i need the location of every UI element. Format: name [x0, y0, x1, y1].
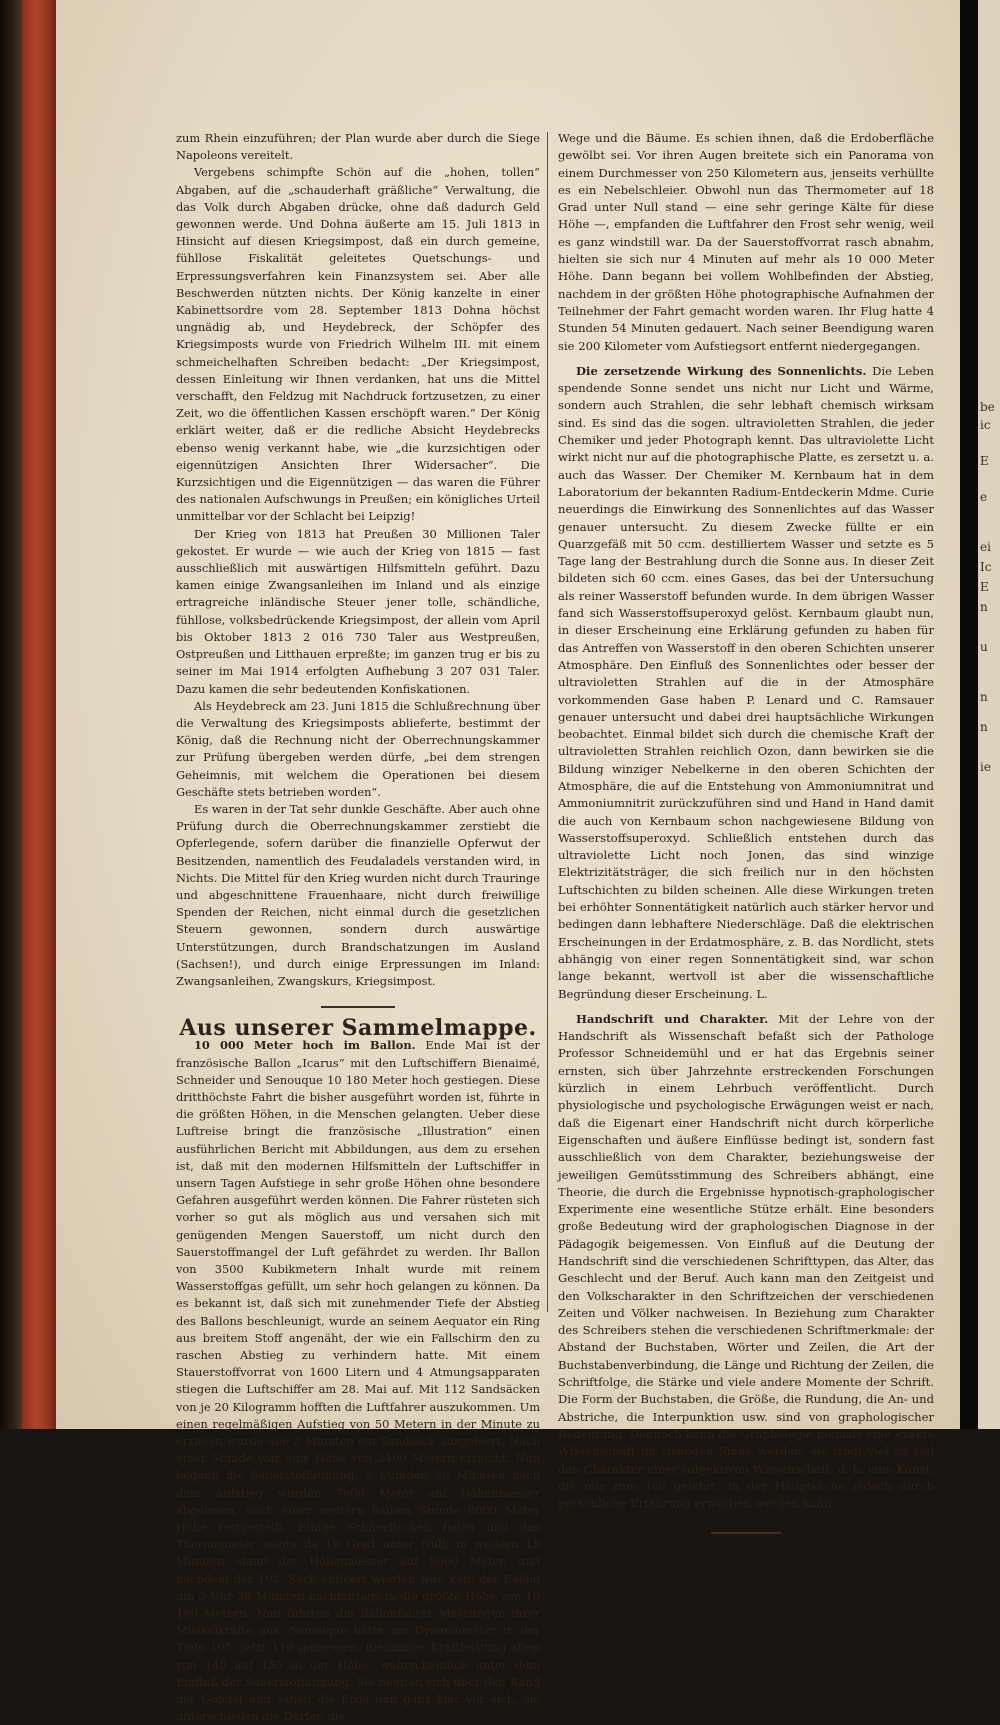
book-binding [22, 0, 56, 1429]
article-text: Ende Mai ist der französische Ballon „Icarus“ mit den Luftschiffern Bienaimé, Schneider und Senouque 10 180 Meter hoch gestiegen. Diese dritthöchste Fahrt die bisher ausgeführt worden ist, führte in die größten Höhen, in die Menschen gelangten. Ueber diese Luftreise bringt die französische „Illustration“ einen ausführlichen Bericht mit Abbildungen, aus dem zu ersehen ist, daß mit den modernen Hilfsmitteln der Luftschiffer in unsern Tagen Aufstiege in sehr große Höhen ohne besondere Gefahren ausgeführt werden können. Die Fahrer rüsteten sich vorher so gut als möglich aus und versahen sich mit genügenden Mengen Sauerstoff, um nicht durch den Sauerstoffmangel der Luft gefährdet zu werden. Ihr Ballon von 3500 Kubikmetern Inhalt wurde mit reinem Wasserstoffgas gefüllt, um sehr hoch gelangen zu können. Da es bekannt ist, daß sich mit zunehmender Tiefe der Abstieg des Ballons beschleunigt, wurde an seinem Aequator ein Ring aus breitem Stoff angenäht, der wie ein Fallschirm den zu raschen Abstieg zu verhindern hatte. Mit einem Stauerstoffvorrat von 1600 Litern und 4 Atmungsapparaten stiegen die Luftschiffer am 28. Mai auf. Mit 112 Sandsäcken von je 20 Kilogramm hofften die Luftfahrer auszukommen. Um einen regelmäßigen Aufstieg von 50 Metern in der Minute zu erzielen wurde alle 2 Minuten ein Sandsack ausgeleert. Nach einer Stunde war eine Höhe von 3400 Metern erreicht. Nun begann die Sauerstoffatmung, 2 Stunden 20 Minuten nach dem Aufstieg wurden 7000 Meter am Höhenmesser abgelesen, nach einer weitern halben Stunde 8000 Meter Höhe festgestellt. Einige Schneeflocken fielen und das Thermometer zeigte da 10 Grad unter Null; in weitern 15 Minuten stand der Höhenmesser auf 9000 Meter, und nachdem der 102. Sack entleert worden war, kam der Ballon um 3 Uhr 36 Minuten nachmittags in die größte Höhe von 10 180 Metern. Nun führten die Ballonfahrer Messungen ihrer Muskelkräfte aus. Senouque hatte am Dynamometer in der Tiefe 105, jetzt 110 gemessen. Bienaimés Kraftleistung stieg von 140 auf 155 in der Höhe, wahrscheinlich unter dem Einfluß der Sauerstoffatmung. Sie neigten sich über den Rand der Gondel und sahen die Erde nun ganz klar vor sich, sie unterschieden die Dörfer, die [176, 1038, 540, 1724]
right-column [558, 130, 934, 1534]
next-page-fragment: E [980, 454, 989, 468]
next-page-fragment: E [980, 580, 989, 594]
article-title: Die zersetzende Wirkung des Sonnenlichts. [576, 363, 867, 378]
paragraph: Es waren in der Tat sehr dunkle Geschäfte. Aber auch ohne Prüfung durch die Oberrechnungskammer zerstiebt die Opferlegende, sofern darüber die finanzielle Opferwut der Besitzenden, namentlich des Feudaladels verstanden wird, in Nichts. Die Mittel für den Krieg wurden nicht durch Trauringe und abgeschnittene Frauenhaare, nicht durch freiwillige Spenden der Reichen, nicht einmal durch die gesetzlichen Steuern gewonnen, sondern durch auswärtige Unterstützungen, durch Brandschatzungen im Ausland (Sachsen!), und durch einige Erpressungen im Inland: Zwangsanleihen, Zwangskurs, Kriegsimpost. [176, 801, 540, 988]
next-page-fragment: ei [980, 540, 991, 554]
article-licht [558, 363, 934, 1003]
article-title: 10 000 Meter hoch im Ballon. [194, 1038, 416, 1053]
section-heading: Aus unserer Sammelmappe. [179, 1015, 537, 1042]
paragraph: Vergebens schimpfte Schön auf die „hohen, tollen“ Abgaben, auf die „schauderhaft gräßliche“ Verwaltung, die das Volk durch Abgaben drücke, ohne daß dadurch Geld gewonnen werde. Und Dohna äußerte am 15. Juli 1813 in Hinsicht auf diesen Kriegsimpost, daß ein durch gemeine, fühllose Fiskalität geleitetes Quetschungs- und Erpressungsverfahren kein Finanzsystem sei. Aber alle Beschwerden nützten nichts. Der König kanzelte in einer Kabinettsordre vom 28. September 1813 Dohna höchst ungnädig ab, und Heydebreck, der Schöpfer des Kriegsimposts wurde von Friedrich Wilhelm III. mit einem schmeichelhaften Schreiben bedacht: „Der Kriegsimpost, dessen Einleitung wir Ihnen verdanken, hat uns die Mittel verschafft, den Feldzug mit Nachdruck fortzusetzen, zu einer Zeit, wo die öffentlichen Kassen erschöpft waren.“ Der König erklärt weiter, daß er die redliche Absicht Heydebrecks ebenso wenig verkannt habe, wie „die kurzsichtigen oder eigennützigen Ansichten Ihrer Widersacher“. Die Kurzsichtigen und die Eigennützigen — das waren die Führer des nationalen Aufschwungs in Preußen; ein königliches Urteil unmittelbar vor der Schlacht bei Leipzig! [176, 165, 540, 524]
next-page-fragment: ie [980, 760, 991, 774]
left-column [176, 130, 540, 1725]
article-text: Die Leben spendende Sonne sendet uns nicht nur Licht und Wärme, sondern auch Strahlen, die sehr lebhaft chemisch wirksam sind. Es sind das die sogen. ultravioletten Strahlen, die jeder Chemiker und jeder Photograph kennt. Das ultraviolette Licht wirkt nicht nur auf die photographische Platte, es zersetzt u. a. auch das Wasser. Der Chemiker M. Kernbaum hat in dem Laboratorium der bekannten Radium-Entdeckerin Mdme. Curie neuerdings die Einwirkung des Sonnenlichtes auf das Wasser genauer untersucht. Zu diesem Zwecke füllte er ein Quarzgefäß mit 50 ccm. destilliertem Wasser und setzte es 5 Tage lang der Bestrahlung durch die Sonne aus. In dieser Zeit bildeten sich 60 ccm. eines Gases, das bei der Untersuchung als reiner Wasserstoff befunden wurde. In dem übrigen Wasser fand sich Wasserstoffsuperoxyd gelöst. Kernbaum glaubt nun, in dieser Erscheinung eine Erklärung gefunden zu haben für das Antreffen von Wasserstoff in den oberen Schichten unserer Atmosphäre. Den Einfluß des Sonnenlichtes oder besser der ultravioletten Strahlen auf die in der Atmosphäre vorkommenden Gase haben P. Lenard und C. Ramsauer genauer untersucht und dabei drei hauptsächliche Wirkungen beobachtet. Einmal bildet sich durch die chemische Kraft der ultravioletten Strahlen reichlich Ozon, dann bewirken sie die Bildung winziger Nebelkerne in den oberen Schichten der Atmosphäre, die auf die Entstehung von Ammoniumnitrat und Ammoniumnitrit zurückzuführen sind und Hand in Hand damit die auch von Kernbaum schon nachgewiesene Bildung von Wasserstoffsuperoxyd. Schließlich entstehen durch das ultraviolette Licht noch Jonen, das sind winzige Elektrizitätsträger, die sich freilich nur in den höchsten Luftschichten zu bilden scheinen. Alle diese Wirkungen treten bei erhöhter Sonnentätigkeit natürlich auch stärker hervor und bedingen dann lebhaftere Niederschläge. Daß die elektrischen Erscheinungen in der Erdatmosphäre, z. B. das Nordlicht, stets abhängig von einer regen Sonnentätigkeit sind, war schon lange bekannt, wertvoll ist aber die wissenschaftliche Begründung dieser Erscheinung. L. [558, 363, 934, 1001]
paragraph: Der Krieg von 1813 hat Preußen 30 Millionen Taler gekostet. Er wurde — wie auch der Krieg von 1815 — fast ausschließlich mit auswärtigen Hilfsmitteln geführt. Dazu kamen einige Zwangsanleihen im Inland und als einzige ertragreiche inländische Steuer jener tolle, schändliche, fühllose, volksbedrückende Kriegsimpost, der allein vom April bis Oktober 1813 2 016 730 Taler aus Westpreußen, Ostpreußen und Litthauen erpreßte; im ganzen trug er bis zu seiner im Mai 1914 erfolgten Aufhebung 3 207 031 Taler. Dazu kamen die sehr bedeutenden Konfiskationen. [176, 526, 540, 696]
next-page-fragment: e [980, 490, 988, 504]
next-page-fragment: n [980, 720, 988, 734]
end-divider [711, 1532, 781, 1534]
article-handschrift [558, 1011, 934, 1513]
paragraph: Als Heydebreck am 23. Juni 1815 die Schlußrechnung über die Verwaltung des Kriegsimposts ablieferte, bestimmt der König, daß die Rechnung nicht der Oberrechnungskammer zur Prüfung übergeben werden dürfe, „bei dem strengen Geheimnis, mit welchem die Operationen bei diesem Geschäfte stets betrieben worden“. [176, 698, 540, 799]
article-title: Handschrift und Charakter. [576, 1011, 769, 1026]
article-text: Mit der Lehre von der Handschrift als Wissenschaft befaßt sich der Pathologe Professor Schneidemühl und er hat das Ergebnis seiner ernsten, sich über Jahrzehnte erstreckenden Forschungen kürzlich in einem Lehrbuch veröffentlicht. Durch physiologische und psychologische Erwägungen weist er nach, daß die Eigenart einer Handschrift nicht durch körperliche Eigenschaften und äußere Einflüsse bedingt ist, sondern fast ausschließlich von dem Charakter, beziehungsweise der jeweiligen Gemütsstimmung des Schreibers abhängt, eine Theorie, die durch die Ergebnisse hypnotisch-graphologischer Experimente eine wesentliche Stütze erhält. Eine besonders große Bedeutung wird der graphologischen Diagnose in der Pädagogik beigemessen. Von Einfluß auf die Deutung der Handschrift sind die verschiedenen Schrifttypen, das Alter, das Geschlecht und der Beruf. Auch kann man den Zeitgeist und den Volkscharakter in den Schriftzeichen der verschiedenen Zeiten und Völker nachweisen. In Beziehung zum Charakter des Schreibers stehen die verschiedenen Schriftmerkmale: der Abstand der Buchstaben, Wörter und Zeilen, die Art der Buchstabenverbindung, die Länge und Richtung der Zeilen, die Schriftfolge, die Stärke und viele andere Momente der Schrift. Die Form der Buchstaben, die Größe, die Rundung, die An- und Abstriche, die Interpunktion usw. sind von graphologischer Bedeutung. Dennoch kann die Graphologie niemals eine exakte Wissenschaft im strengen Sinne werden; sie trägt viel zu viel den Charakter einer subjektiven Wissenschaft, d. h. eine Kunst, die nur zum Teil gelehrt, in der Hauptsache jedoch durch persönliche Erfahrung erworben werden kann. [558, 1011, 935, 1511]
next-page-edge [978, 0, 1000, 1429]
article-ballon [176, 1037, 540, 1725]
next-page-fragment: n [980, 690, 988, 704]
next-page-fragment: be [980, 400, 995, 414]
next-page-fragment: ic [980, 418, 991, 432]
book-edge [0, 0, 22, 1429]
paragraph: zum Rhein einzuführen; der Plan wurde aber durch die Siege Napoleons vereitelt. [176, 131, 540, 163]
next-page-fragment: n [980, 600, 988, 614]
column-rule [547, 132, 548, 1312]
next-page-fragment: Ic [980, 560, 992, 574]
section-divider [321, 1006, 395, 1008]
next-page-fragment: u [980, 640, 988, 654]
paragraph: Wege und die Bäume. Es schien ihnen, daß die Erdoberfläche gewölbt sei. Vor ihren Augen breitete sich ein Panorama von einem Durchmesser von 250 Kilometern aus, jenseits verhüllte es ein Nebelschleier. Obwohl nun das Thermometer auf 18 Grad unter Null stand — eine sehr geringe Kälte für diese Höhe —, empfanden die Luftfahrer den Frost sehr wenig, weil es ganz windstill war. Da der Sauerstoffvorrat rasch abnahm, hielten sie sich nur 4 Minuten auf mehr als 10 000 Meter Höhe. Dann begann bei vollem Wohlbefinden der Abstieg, nachdem in der größten Höhe photographische Aufnahmen der Teilnehmer der Fahrt gemacht worden waren. Ihr Flug hatte 4 Stunden 54 Minuten gedauert. Nach seiner Beendigung waren sie 200 Kilometer vom Aufstiegsort entfernt niedergegangen. [558, 131, 934, 353]
